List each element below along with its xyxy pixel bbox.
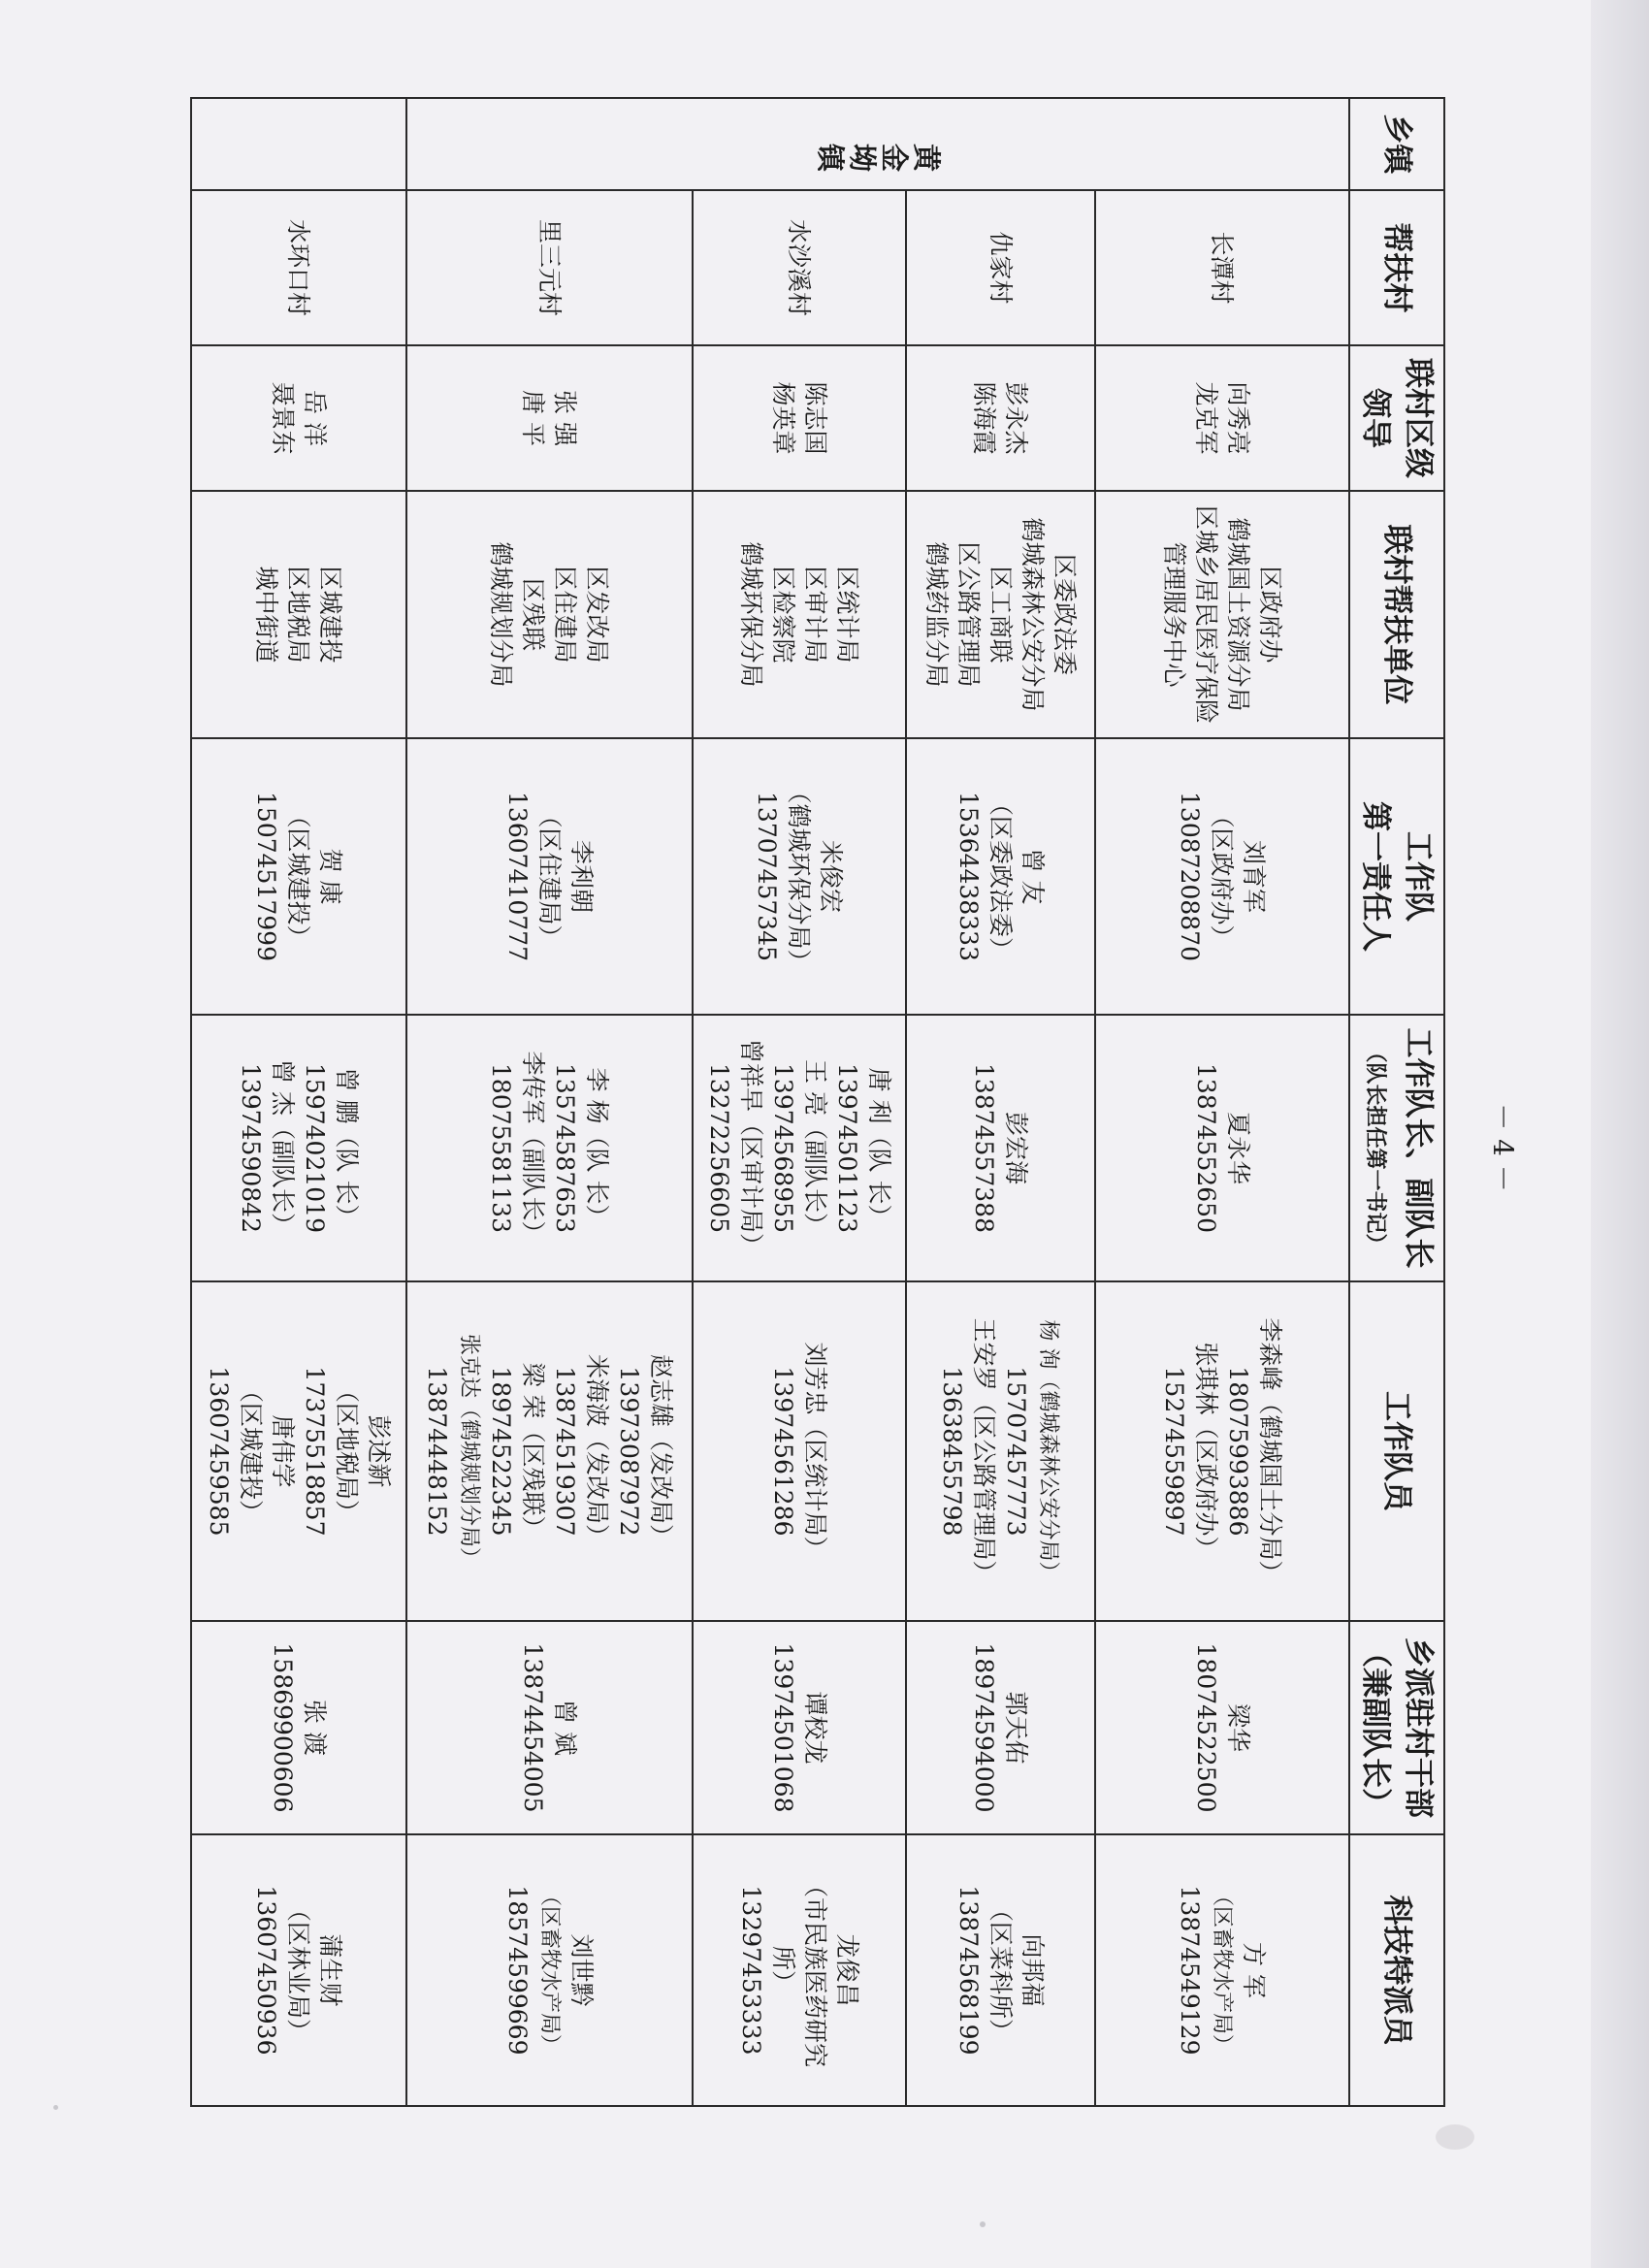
header-first-responsible: 工作队 第一责任人 (1349, 738, 1444, 1015)
members-cell: 杨 洵（鹤城森林公安分局） 15707457773 王安罗（区公路管理局） 13638455798 (906, 1281, 1095, 1621)
assistance-roster-table (190, 97, 1445, 2107)
header-tech: 科技特派员 (1349, 1834, 1444, 2106)
members-cell: 彭述新 （区地税局） 17375518857 唐伟学 （区城建投） 13607459585 (191, 1281, 406, 1621)
leaders-cell: 彭永杰 陈海霞 (906, 345, 1095, 491)
village-cell: 里三元村 (406, 190, 693, 345)
village-cell: 长潭村 (1095, 190, 1349, 345)
first-responsible-cell: 曾 友 （区委政法委） 15364438333 (906, 738, 1095, 1015)
town-cell-empty (191, 98, 406, 190)
units-cell: 区发改局 区住建局 区残联 鹤城规划分局 (406, 491, 693, 738)
header-village: 帮扶村 (1349, 190, 1444, 345)
village-cell: 水沙溪村 (693, 190, 906, 345)
leaders-cell: 张 强 唐 平 (406, 345, 693, 491)
tech-cell: 蒲生财 （区林业局） 13607450936 (191, 1834, 406, 2106)
members-cell: 刘芳忠（区统计局） 13974561286 (693, 1281, 906, 1621)
header-row (1349, 98, 1444, 2106)
header-cadre: 乡派驻村干部 （兼副队长） (1349, 1621, 1444, 1834)
captain-cell: 夏永华 13874552650 (1095, 1015, 1349, 1281)
paper-speck (53, 2105, 58, 2110)
members-cell: 赵志雄（发改局） 13973087972 米海波（发改局） 13874519307 梁 荣（区残联） 18974522345 张克达（鹤城规划分局） 13874448152 (406, 1281, 693, 1621)
table-row (191, 98, 406, 2106)
table-row (406, 98, 693, 2106)
page-number: － 4 － (1486, 1103, 1519, 1192)
captain-cell: 李 杨（队 长） 13574587653 李传军（副队长） 18075581133 (406, 1015, 693, 1281)
units-cell: 区政府办 鹤城国土资源分局 区城乡居民医疗保险 管理服务中心 (1095, 491, 1349, 738)
header-captain: 工作队长、副队长 （队长担任第一书记） (1349, 1015, 1444, 1281)
units-cell: 区城建投 区地税局 城中街道 (191, 491, 406, 738)
units-cell: 区委政法委 鹤城森林公安分局 区工商联 区公路管理局 鹤城药监分局 (906, 491, 1095, 738)
header-town: 乡镇 (1349, 98, 1444, 190)
leaders-cell: 向秀亮 龙克军 (1095, 345, 1349, 491)
captain-cell: 彭宏海 13874557388 (906, 1015, 1095, 1281)
table-row (693, 98, 906, 2106)
first-responsible-cell: 刘育军 （区政府办） 13087208870 (1095, 738, 1349, 1015)
header-members: 工作队员 (1349, 1281, 1444, 1621)
tech-cell: 向邦福 （区菜科所） 13874568199 (906, 1834, 1095, 2106)
captain-cell: 曾 鹏（队 长） 15974021019 曾 杰（副队长） 13974590842 (191, 1015, 406, 1281)
paper-edge (1591, 0, 1649, 2268)
village-cell: 水环口村 (191, 190, 406, 345)
first-responsible-cell: 贺 康 （区城建投） 15074517999 (191, 738, 406, 1015)
rotated-table-container (204, 97, 1445, 2105)
cadre-cell: 郭天佑 18974594000 (906, 1621, 1095, 1834)
village-cell: 仇家村 (906, 190, 1095, 345)
paper-speck (980, 2221, 986, 2227)
tech-cell: 龙俊昌 （市民族医药研究 所） 13297453333 (693, 1834, 906, 2106)
cadre-cell: 谭校龙 13974501068 (693, 1621, 906, 1834)
first-responsible-cell: 李利朝 （区住建局） 13607410777 (406, 738, 693, 1015)
leaders-cell: 岳 洋 聂景东 (191, 345, 406, 491)
tech-cell: 刘世黔 （区畜牧水产局） 18574599669 (406, 1834, 693, 2106)
leaders-cell: 陈志国 杨英章 (693, 345, 906, 491)
units-cell: 区统计局 区审计局 区检察院 鹤城环保分局 (693, 491, 906, 738)
table-row (1095, 98, 1349, 2106)
cadre-cell: 张 渡 15869900606 (191, 1621, 406, 1834)
first-responsible-cell: 米俊宏 （鹤城环保分局） 13707457345 (693, 738, 906, 1015)
table-row (906, 98, 1095, 2106)
paper-speck (1436, 2124, 1474, 2150)
town-cell: 黄金坳镇 (406, 98, 1349, 190)
cadre-cell: 曾 斌 13874454005 (406, 1621, 693, 1834)
header-units: 联村帮扶单位 (1349, 491, 1444, 738)
header-leaders: 联村区级 领导 (1349, 345, 1444, 491)
captain-cell: 唐 利（队 长） 13974501123 王 亮（副队长） 13974568955 曾祥早（区审计局） 13272256605 (693, 1015, 906, 1281)
tech-cell: 方 军 （区畜牧水产局） 13874549129 (1095, 1834, 1349, 2106)
cadre-cell: 梁华 18074522500 (1095, 1621, 1349, 1834)
members-cell: 李森峰（鹤城国土分局） 18075993886 张琪林（区政府办） 15274559897 (1095, 1281, 1349, 1621)
